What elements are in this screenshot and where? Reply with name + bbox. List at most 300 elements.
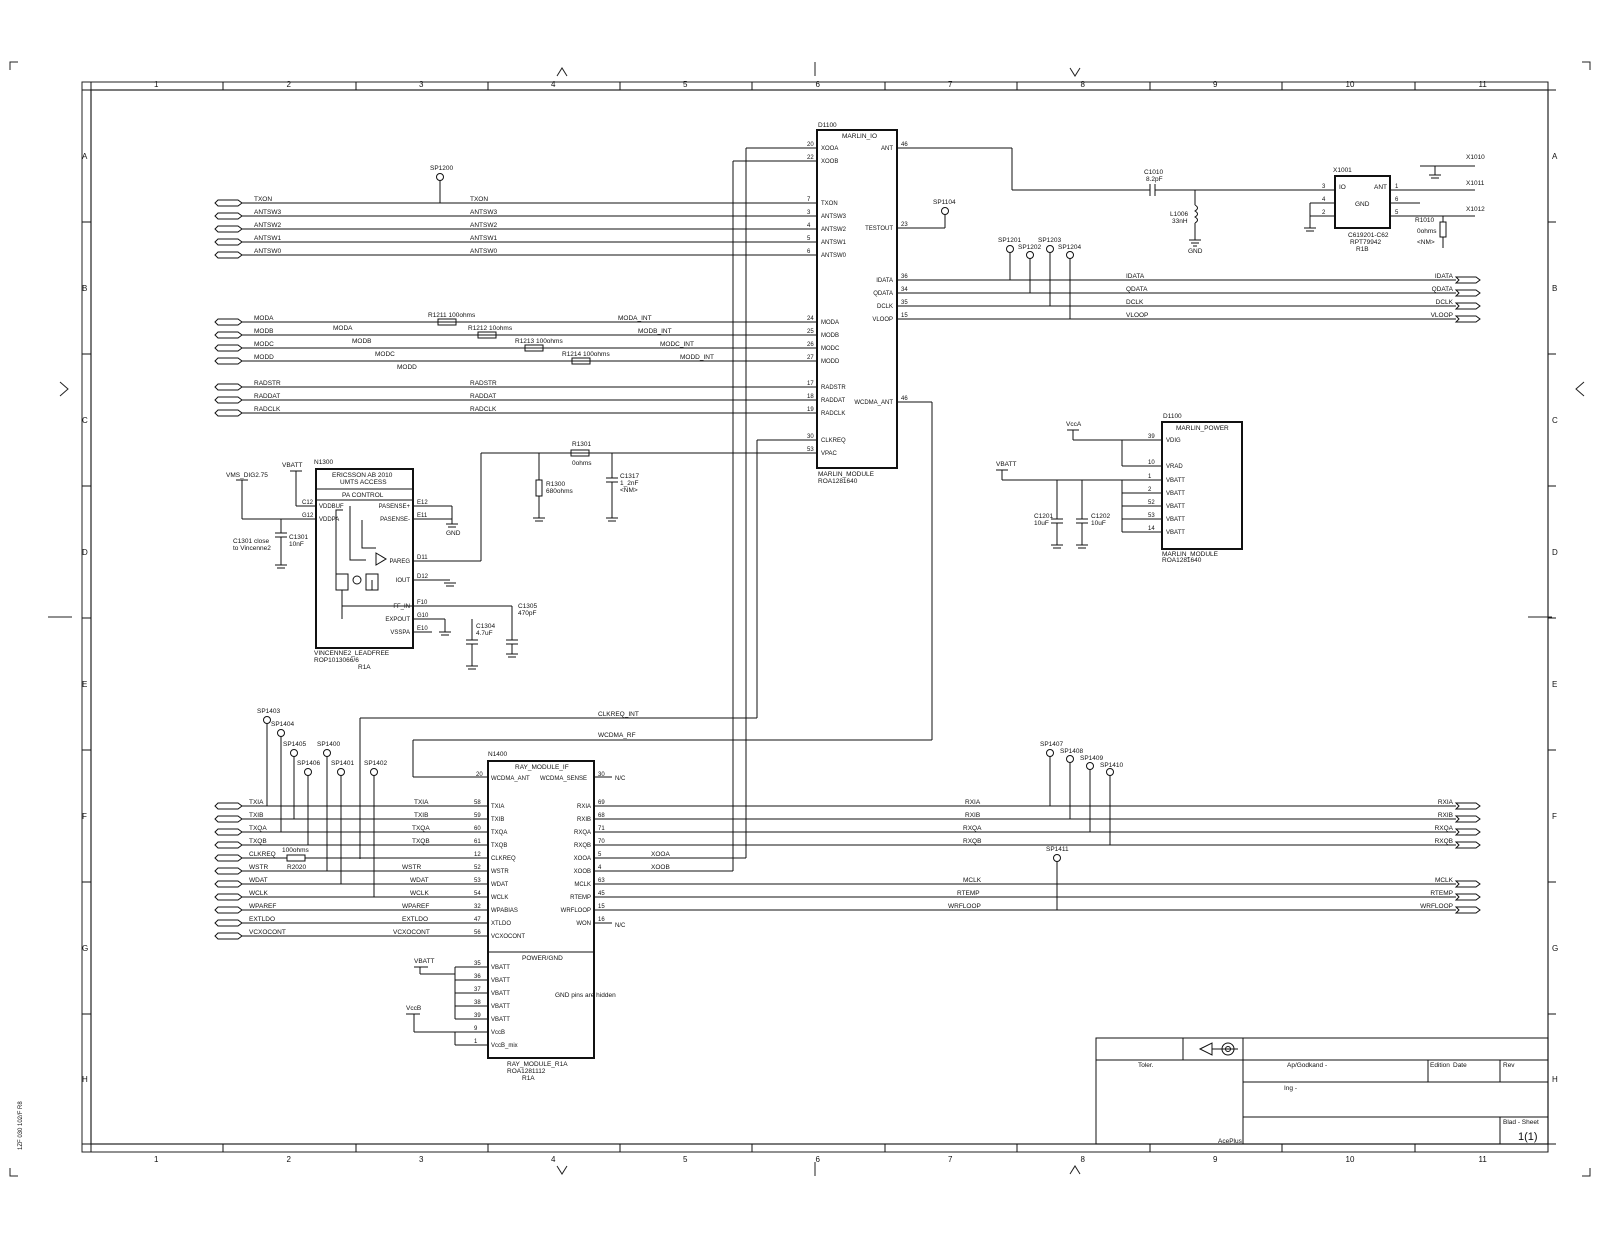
n1400-note: GND pins are hidden	[555, 992, 616, 999]
x1001-ref: X1001	[1333, 167, 1352, 174]
marlin-io-pin-name: RADDAT	[821, 398, 846, 404]
port-label: MODB	[254, 328, 274, 335]
grid-col-label-bottom: 5	[683, 1155, 688, 1164]
marlin-io-pin-num: 22	[807, 155, 814, 161]
mp-pin-name: VBATT	[1166, 491, 1185, 497]
marlin-io-pin-name: VPAC	[821, 451, 837, 457]
x1001-part2: RPT79942	[1350, 239, 1382, 246]
ray-pin-num: 58	[474, 800, 481, 806]
port-label: RTEMP	[1430, 890, 1453, 897]
wire-label: MODB_INT	[638, 328, 672, 335]
marlin-io-pin-name: CLKREQ	[821, 438, 846, 444]
port-txib	[215, 816, 242, 822]
c1201-val: 10uF	[1034, 520, 1049, 527]
ray-pin-name: MCLK	[574, 882, 591, 888]
ray-pin-num: 56	[474, 930, 481, 936]
n1400-name: RAY_MODULE_IF	[515, 764, 569, 771]
grid-col-label-top: 2	[286, 80, 291, 89]
grid-col-label-top: 8	[1080, 80, 1085, 89]
wire-label: VCXOCONT	[393, 929, 430, 936]
port-antsw0	[215, 252, 242, 258]
port-raddat	[215, 397, 242, 403]
marlin-io-pin-num: 25	[807, 329, 814, 335]
marlin-io-pin-name: DCLK	[876, 304, 893, 310]
xooa-wire: XOOA	[651, 851, 670, 858]
marlin-io-pin-name: ANTSW3	[821, 214, 847, 220]
wire-label: RXIB	[965, 812, 981, 819]
mp-pin-name: VBATT	[1166, 504, 1185, 510]
c1010-val: 8.2pF	[1146, 176, 1163, 183]
c1304-val: 4.7uF	[476, 630, 493, 637]
wire-label: IDATA	[1126, 273, 1145, 280]
rx-port-group	[612, 799, 1480, 913]
pa-pin-num: E12	[417, 500, 428, 506]
mp-pin-name: VRAD	[1166, 464, 1183, 470]
marlin-io-pin-name: RADSTR	[821, 385, 846, 391]
ray-power-pin-name: VccB_mix	[491, 1043, 518, 1049]
r1301-ref: R1301	[572, 441, 592, 448]
marlin-io-pin-name: TESTOUT	[865, 226, 893, 232]
port-rxqb	[1456, 842, 1480, 848]
sp1407-label: SP1407	[1040, 741, 1064, 748]
l1006-ref: L1006	[1170, 211, 1189, 218]
wire-label: DCLK	[1126, 299, 1144, 306]
ray-pin-name: XTLDO	[491, 921, 512, 927]
grid-col-label-top: 3	[419, 80, 424, 89]
port-label: ANTSW0	[254, 248, 282, 255]
marlin-io-pin-name: XOOB	[821, 159, 839, 165]
marlin-io-pin-num: 17	[807, 381, 814, 387]
marlin-io-pin-num: 3	[807, 210, 811, 216]
marlin-io-pin-num: 7	[807, 197, 811, 203]
ray-pin-name: RXQA	[573, 830, 591, 836]
c1304-ref: C1304	[476, 623, 496, 630]
pa-vbatt: VBATT	[282, 462, 303, 469]
grid-col-label-bottom: 3	[419, 1155, 424, 1164]
grid-col-label-top: 4	[551, 80, 556, 89]
marlin-io-body	[817, 130, 897, 468]
sp1203-label: SP1203	[1038, 237, 1062, 244]
marlin-io-pin-name: XOOA	[821, 146, 839, 152]
marlin-io-pin-name: QDATA	[873, 291, 893, 297]
wire-label: QDATA	[1126, 286, 1148, 293]
ray-pin-num: 16	[598, 917, 605, 923]
tb-sheet-num: 1(1)	[1518, 1131, 1538, 1143]
grid-col-label-top: 11	[1478, 80, 1487, 89]
sp1104-label: SP1104	[933, 199, 956, 206]
grid-row-label-right: A	[1552, 152, 1558, 161]
ray-top-right-num: 30	[598, 772, 605, 778]
marlin-io-pin-num: 34	[901, 287, 908, 293]
mp-vcca: VccA	[1066, 421, 1082, 428]
ray-pin-num: 45	[598, 891, 605, 897]
marlin-io-pin-num: 23	[901, 222, 908, 228]
ray-pin-num: 5	[598, 852, 602, 858]
marlin-io-pin-name: RADCLK	[821, 411, 846, 417]
ray-pin-name: TXIA	[491, 804, 505, 810]
wire-label: ANTSW0	[470, 248, 498, 255]
port-label: TXQA	[249, 825, 267, 832]
c1301-ref: C1301	[289, 534, 309, 541]
port-dclk	[1456, 303, 1480, 309]
port-modc	[215, 345, 242, 351]
ray-pin-num: 68	[598, 813, 605, 819]
port-modb	[215, 332, 242, 338]
marlin-io-pin-name: VLOOP	[872, 317, 893, 323]
ray-pin-num: 69	[598, 800, 605, 806]
x1001-p6: 6	[1395, 197, 1399, 203]
wire-label: WDAT	[410, 877, 429, 884]
rad-port-group	[215, 380, 797, 416]
pa-control-block	[226, 459, 538, 671]
marlin-io-pin-name: MODB	[821, 333, 839, 339]
marlin-io-pin-num: 30	[807, 434, 814, 440]
port-txia	[215, 803, 242, 809]
mp-pin-num: 2	[1148, 487, 1152, 493]
ray-pin-num: 53	[474, 878, 481, 884]
tb-edition: Edition	[1430, 1062, 1450, 1069]
grid-row-label-right: B	[1552, 284, 1558, 293]
r1301-val: 0ohms	[572, 460, 592, 467]
grid-col-label-bottom: 4	[551, 1155, 556, 1164]
port-label: TXIA	[249, 799, 264, 806]
mod-port-group	[215, 312, 797, 371]
port-radclk	[215, 410, 242, 416]
ray-pin-num: 71	[598, 826, 605, 832]
marlin-io-pin-name: IDATA	[876, 278, 893, 284]
mp-footer1: MARLIN_MODULE	[1162, 551, 1218, 558]
grid-row-label-right: F	[1552, 812, 1557, 821]
pa-pin-name: FF_IN	[393, 604, 410, 610]
marlin-io-pin-num: 6	[807, 249, 811, 255]
sp1409-label: SP1409	[1080, 755, 1104, 762]
x1001-p1: 1	[1395, 184, 1399, 190]
marlin-io-pin-name: WCDMA_ANT	[854, 400, 893, 406]
tb-approved: Ap/Godkand -	[1287, 1062, 1328, 1069]
port-label: ANTSW3	[254, 209, 282, 216]
mp-pin-num: 1	[1148, 474, 1152, 480]
pa-vms: VMS_DIG2.75	[226, 472, 268, 479]
sp1201-label: SP1201	[998, 237, 1022, 244]
ray-power-pin-name: VBATT	[491, 1004, 510, 1010]
n1400-section2: POWER/GND	[522, 955, 563, 962]
wire-label: WRFLOOP	[948, 903, 981, 910]
sp1411-label: SP1411	[1046, 846, 1069, 853]
ray-power-pin-num: 39	[474, 1013, 481, 1019]
sp1405-label: SP1405	[283, 741, 307, 748]
port-qdata	[1456, 290, 1480, 296]
grid-row-label-left: A	[82, 152, 88, 161]
grid-col-label-bottom: 10	[1345, 1155, 1355, 1164]
wire-label: RXQA	[963, 825, 982, 832]
sp1410-label: SP1410	[1100, 762, 1124, 769]
ray-pin-num: 32	[474, 904, 481, 910]
marlin-io-footer2: ROA1281640	[818, 478, 858, 485]
ray-pin-num: 4	[598, 865, 602, 871]
r1010-note: <NM>	[1417, 239, 1435, 246]
pa-pin-name: VDDBUF	[319, 504, 344, 510]
ray-pin-name: RXIA	[576, 804, 591, 810]
pa-pin-num: C12	[302, 500, 314, 506]
marlin-io-ref: D1100	[818, 122, 837, 129]
ray-power-pin-name: VBATT	[491, 965, 510, 971]
port-rtemp	[1456, 894, 1480, 900]
port-wrfloop	[1456, 907, 1480, 913]
port-label: RXIA	[1437, 799, 1453, 806]
port-label: ANTSW1	[254, 235, 282, 242]
mp-ref: D1100	[1163, 413, 1182, 420]
ray-pin-name: XOOA	[573, 856, 591, 862]
pa-pin-num: G10	[417, 613, 429, 619]
x1001-gnd: GND	[1355, 201, 1370, 208]
sp1404-label: SP1404	[271, 721, 295, 728]
port-label: RXIB	[1437, 812, 1453, 819]
ray-top-right-name: WCDMA_SENSE	[540, 776, 588, 782]
grid-col-label-top: 7	[948, 80, 953, 89]
port-vloop	[1456, 316, 1480, 322]
grid-col-label-top: 6	[815, 80, 820, 89]
mod-resistor-label: R1214 100ohms	[562, 351, 610, 358]
port-idata	[1456, 277, 1480, 283]
port-label: ANTSW2	[254, 222, 282, 229]
wire-label: ANTSW2	[470, 222, 498, 229]
port-label: WPAREF	[249, 903, 277, 910]
port-label: CLKREQ	[249, 851, 276, 858]
mp-pin-name: VDIG	[1166, 438, 1181, 444]
port-label: RADCLK	[254, 406, 281, 413]
ray-nc2: N/C	[615, 923, 626, 929]
grid-row-label-left: C	[82, 416, 88, 425]
port-wdat	[215, 881, 242, 887]
n1400-footer1: RAY_MODULE_R1A	[507, 1061, 568, 1068]
pa-pin-num: D12	[417, 574, 429, 580]
ray-pin-name: RXQB	[573, 843, 591, 849]
grid-col-label-top: 9	[1213, 80, 1218, 89]
drawing-number: 1ZF 030 102/F R8	[18, 1101, 24, 1150]
mp-pin-num: 39	[1148, 434, 1155, 440]
port-label: MCLK	[1434, 877, 1453, 884]
n1300-footer2: ROP1013066/6	[314, 657, 359, 664]
mp-pin-num: 10	[1148, 460, 1155, 466]
marlin-io-pin-name: ANTSW2	[821, 227, 847, 233]
antenna-chain	[897, 148, 1485, 255]
port-moda	[215, 319, 242, 325]
x1010-label: X1010	[1466, 154, 1485, 161]
marlin-io-pin-num: 24	[807, 316, 814, 322]
net-wcdma-rf: WCDMA_RF	[598, 732, 636, 739]
top-port-group	[215, 196, 797, 258]
x1001-p2: 2	[1322, 210, 1326, 216]
ray-power-pin-num: 1	[474, 1039, 478, 1045]
wire-label: MODC_INT	[660, 341, 694, 348]
pa-pin-num: F10	[417, 600, 428, 606]
grid-col-label-bottom: 6	[815, 1155, 820, 1164]
grid-row-label-right: H	[1552, 1075, 1558, 1084]
ray-pin-name: CLKREQ	[491, 856, 516, 862]
grid-col-label-bottom: 8	[1080, 1155, 1085, 1164]
ray-top-left-name: WCDMA_ANT	[491, 776, 530, 782]
sp1202-label: SP1202	[1018, 244, 1042, 251]
marlin-io-pin-num: 46	[901, 396, 908, 402]
wire-label: MODA	[333, 325, 353, 332]
tb-sheet-label: Blad - Sheet	[1503, 1119, 1539, 1126]
ray-pin-name: RTEMP	[570, 895, 591, 901]
ray-pin-num: 54	[474, 891, 481, 897]
c1317-ref: C1317	[620, 473, 640, 480]
r1300-val: 680ohms	[546, 488, 573, 495]
port-label: RADSTR	[254, 380, 281, 387]
ray-power-pin-num: 37	[474, 987, 481, 993]
wire-label: ANTSW3	[470, 209, 498, 216]
port-label: EXTLDO	[249, 916, 276, 923]
mp-footer2: ROA1281640	[1162, 557, 1202, 564]
wire-label: WCLK	[410, 890, 429, 897]
c1202-ref: C1202	[1091, 513, 1111, 520]
sp1200-testpoint	[430, 165, 454, 203]
ray-power-pin-name: VccB	[491, 1030, 506, 1036]
grid-col-label-top: 10	[1345, 80, 1355, 89]
n1300-section: PA CONTROL	[342, 492, 384, 499]
x1001-p5: 5	[1395, 210, 1399, 216]
tb-checked: Ing -	[1284, 1085, 1298, 1092]
x1001-part3: R1B	[1356, 246, 1369, 253]
r1010-val: 0ohms	[1417, 228, 1437, 235]
tb-archive: AcePlus	[1218, 1138, 1242, 1145]
ray-pin-name: WRFLOOP	[560, 908, 591, 914]
grid-col-label-bottom: 7	[948, 1155, 953, 1164]
n1300-footer1: VINCENNE2_LEADFREE	[314, 650, 390, 657]
ray-pin-name: WPABIAS	[491, 908, 518, 914]
n1400-ref: N1400	[488, 751, 508, 758]
marlin-io-block	[797, 122, 917, 485]
port-modd	[215, 358, 242, 364]
ray-pin-num: 59	[474, 813, 481, 819]
n1400-footer3: R1A	[522, 1075, 535, 1082]
marlin-io-pin-num: 35	[901, 300, 908, 306]
port-mclk	[1456, 881, 1480, 887]
rx-testpoints	[1040, 741, 1124, 910]
wire-label: VLOOP	[1126, 312, 1149, 319]
ray-power-pin-num: 35	[474, 961, 481, 967]
pa-pin-num: E10	[417, 626, 428, 632]
mp-vbatt: VBATT	[996, 461, 1017, 468]
port-antsw2	[215, 226, 242, 232]
ray-pin-num: 70	[598, 839, 605, 845]
port-label: RXQA	[1434, 825, 1453, 832]
c1301-note2: to Vincenne2	[233, 545, 271, 552]
port-txqa	[215, 829, 242, 835]
x1001-part1: C619201-C62	[1348, 232, 1389, 239]
pa-pin-name: VSSPA	[390, 630, 410, 636]
marlin-io-pin-name: MODA	[821, 320, 839, 326]
grid-row-label-right: D	[1552, 548, 1558, 557]
pa-gnd: GND	[446, 530, 461, 537]
port-label: IDATA	[1434, 273, 1453, 280]
port-radstr	[215, 384, 242, 390]
wire-label: MCLK	[963, 877, 982, 884]
pa-pin-name: PASENSE+	[378, 504, 410, 510]
pa-pin-name: PASENSE-	[380, 517, 410, 523]
wire-label: MODD	[397, 364, 417, 371]
x1001-p4: 4	[1322, 197, 1326, 203]
pa-pin-name: EXPOUT	[385, 617, 410, 623]
port-wstr	[215, 868, 242, 874]
c1301-note1: C1301 close	[233, 538, 270, 545]
mp-pin-name: VBATT	[1166, 478, 1185, 484]
ray-power-pin-num: 9	[474, 1026, 478, 1032]
sp1401-label: SP1401	[331, 760, 355, 767]
wire-label: TXON	[470, 196, 489, 203]
port-label: MODC	[254, 341, 274, 348]
pa-pin-name: IOUT	[395, 578, 410, 584]
sp1408-label: SP1408	[1060, 748, 1084, 755]
sp1200-label: SP1200	[430, 165, 454, 172]
port-label: VLOOP	[1430, 312, 1453, 319]
ray-pin-name: WSTR	[491, 869, 509, 875]
wire-label: TXQA	[412, 825, 430, 832]
wire-label: WSTR	[402, 864, 422, 871]
side-drawing-number	[18, 1101, 24, 1150]
port-rxia	[1456, 803, 1480, 809]
pa-pin-num: G12	[302, 513, 314, 519]
n1300-footer3: R1A	[358, 664, 371, 671]
port-label: WDAT	[249, 877, 268, 884]
ray-pin-name: TXQA	[491, 830, 508, 836]
grid-col-label-top: 1	[154, 80, 159, 89]
x1001-p3: 3	[1322, 184, 1326, 190]
port-label: TXQB	[249, 838, 267, 845]
grid-row-label-left: F	[82, 812, 87, 821]
r1010-ref: R1010	[1415, 217, 1435, 224]
marlin-io-pin-num: 53	[807, 447, 814, 453]
grid-row-label-right: G	[1552, 944, 1559, 953]
marlin-io-pin-num: 36	[901, 274, 908, 280]
mp-pin-num: 52	[1148, 500, 1155, 506]
x1011-label: X1011	[1466, 180, 1485, 187]
sp1406-label: SP1406	[297, 760, 321, 767]
ray-pin-name: WDAT	[491, 882, 509, 888]
c1305-ref: C1305	[518, 603, 538, 610]
marlin-io-pin-num: 18	[807, 394, 814, 400]
wire-label: TXQB	[412, 838, 430, 845]
marlin-io-pin-num: 15	[901, 313, 908, 319]
ray-vbatt: VBATT	[414, 958, 435, 965]
pa-pin-name: VDDPA	[319, 517, 340, 523]
mp-pin-name: VBATT	[1166, 530, 1185, 536]
ray-vccb: VccB	[406, 1005, 422, 1012]
ray-pin-num: 61	[474, 839, 481, 845]
wire-label: EXTLDO	[402, 916, 429, 923]
wire-label: MODD_INT	[680, 354, 714, 361]
wire-label: MODC	[375, 351, 395, 358]
c1317-note: <NM>	[620, 487, 638, 494]
ray-pin-name: WCLK	[491, 895, 509, 901]
pa-pin-name: PAREG	[389, 559, 410, 565]
grid-row-label-left: G	[82, 944, 89, 953]
n1300-maker1: ERICSSON AB 2010	[332, 472, 393, 479]
marlin-io-pin-num: 27	[807, 355, 814, 361]
marlin-io-pin-num: 46	[901, 142, 908, 148]
ray-pin-num: 63	[598, 878, 605, 884]
ray-pin-name: VCXOCONT	[491, 934, 526, 940]
grid-col-label-bottom: 1	[154, 1155, 159, 1164]
c1202-val: 10uF	[1091, 520, 1106, 527]
grid-col-label-bottom: 2	[286, 1155, 291, 1164]
ray-top-left-num: 20	[476, 772, 483, 778]
wire-label: RTEMP	[957, 890, 980, 897]
port-label: WRFLOOP	[1420, 903, 1453, 910]
projection-icon	[1200, 1043, 1238, 1055]
